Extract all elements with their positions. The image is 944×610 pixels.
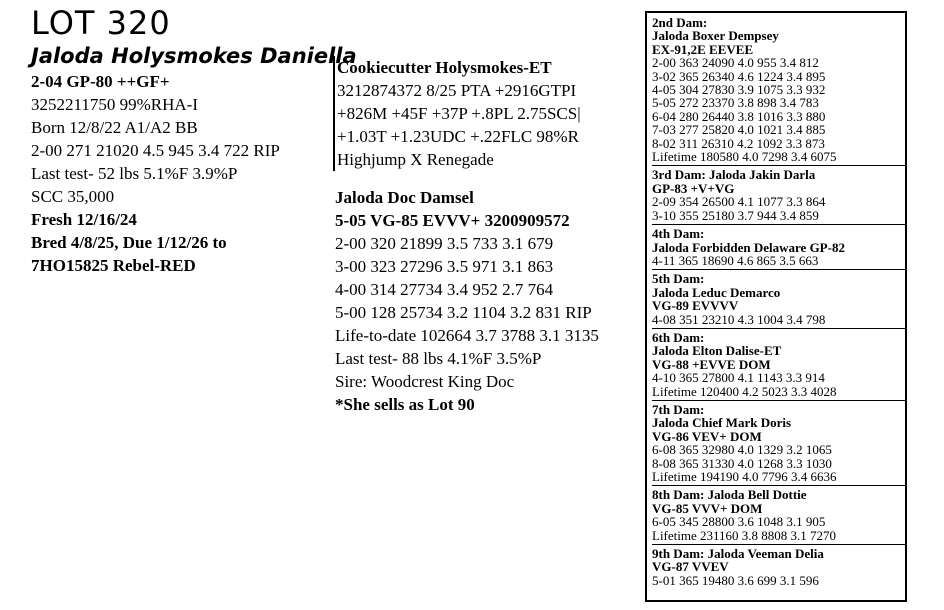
pedigree-line: Jaloda Leduc Demarco xyxy=(652,284,781,300)
pedigree-line: 4-11 365 18690 4.6 865 3.5 663 xyxy=(652,252,819,268)
pedigree-line: 6-05 345 28800 3.6 1048 3.1 905 xyxy=(652,514,826,530)
sire-line: +826M +45F +37P +.8PL 2.75SCS| xyxy=(337,104,581,123)
dam-line: Sire: Woodcrest King Doc xyxy=(335,372,515,391)
pedigree-dam-block xyxy=(652,227,905,270)
pedigree-line: 4th Dam: xyxy=(652,226,705,242)
pedigree-line: 2-09 354 26500 4.1 1077 3.3 864 xyxy=(652,194,826,210)
pedigree-line: 2-00 363 24090 4.0 955 3.4 812 xyxy=(652,55,819,71)
pedigree-dam-block xyxy=(652,403,905,486)
pedigree-line: 8th Dam: Jaloda Bell Dottie xyxy=(652,487,807,503)
cow-info xyxy=(31,70,331,277)
sire-line: 3212874372 8/25 PTA +2916GTPI xyxy=(337,81,577,100)
dam-line: 4-00 314 27734 3.4 952 2.7 764 xyxy=(335,280,554,299)
pedigree-line: 7-03 277 25820 4.0 1021 3.4 885 xyxy=(652,122,826,138)
pedigree-line: Lifetime 180580 4.0 7298 3.4 6075 xyxy=(652,149,837,165)
pedigree-dam-block xyxy=(652,547,905,589)
pedigree-dam-block xyxy=(652,331,905,401)
pedigree-line: 2nd Dam: xyxy=(652,15,708,30)
pedigree-line: GP-83 +V+VG xyxy=(652,180,735,196)
pedigree-dam-block xyxy=(652,168,905,225)
pedigree-line: 3rd Dam: Jaloda Jakin Darla xyxy=(652,167,816,183)
pedigree-line: VG-86 VEV+ DOM xyxy=(652,428,762,444)
dam-line: *She sells as Lot 90 xyxy=(335,395,475,414)
dam-line: Last test- 88 lbs 4.1%F 3.5%P xyxy=(335,349,542,368)
pedigree-line: 3-02 365 26340 4.6 1224 3.4 895 xyxy=(652,68,826,84)
pedigree-box xyxy=(645,11,907,602)
cow-name: Jaloda Holysmokes Daniella xyxy=(31,44,357,68)
pedigree-line: 9th Dam: Jaloda Veeman Delia xyxy=(652,546,824,562)
pedigree-line: 7th Dam: xyxy=(652,401,705,417)
pedigree-line: 8-08 365 31330 4.0 1268 3.3 1030 xyxy=(652,455,832,471)
pedigree-line: VG-89 EVVVV xyxy=(652,298,739,314)
pedigree-line: 4-10 365 27800 4.1 1143 3.3 914 xyxy=(652,370,825,386)
cow-line: 2-00 271 21020 4.5 945 3.4 722 RIP xyxy=(31,141,280,160)
cow-line: Fresh 12/16/24 xyxy=(31,210,137,229)
pedigree-line: Jaloda Boxer Dempsey xyxy=(652,28,779,44)
dam-info xyxy=(335,186,635,416)
pedigree-line: 3-10 355 25180 3.7 944 3.4 859 xyxy=(652,207,819,223)
pedigree-line: Jaloda Chief Mark Doris xyxy=(652,415,792,431)
sire-line: +1.03T +1.23UDC +.22FLC 98%R xyxy=(337,127,579,146)
pedigree-line: 4-08 351 23210 4.3 1004 3.4 798 xyxy=(652,311,826,327)
pedigree-line: 8-02 311 26310 4.2 1092 3.3 873 xyxy=(652,135,825,151)
cow-line: 2-04 GP-80 ++GF+ xyxy=(31,72,170,91)
dam-line: Jaloda Doc Damsel xyxy=(335,188,474,207)
cow-line: 7HO15825 Rebel-RED xyxy=(31,256,196,275)
pedigree-dam-block xyxy=(652,272,905,329)
dam-line: 2-00 320 21899 3.5 733 3.1 679 xyxy=(335,234,554,253)
sire-line: Cookiecutter Holysmokes-ET xyxy=(337,58,552,77)
lot-title: LOT 320 xyxy=(31,4,171,42)
pedigree-line: Jaloda Elton Dalise-ET xyxy=(652,343,782,359)
pedigree-line: 6th Dam: xyxy=(652,329,705,345)
pedigree-dam-block xyxy=(652,16,905,166)
cow-line: Born 12/8/22 A1/A2 BB xyxy=(31,118,198,137)
cow-line: Last test- 52 lbs 5.1%F 3.9%P xyxy=(31,164,238,183)
pedigree-line: 5th Dam: xyxy=(652,271,705,287)
pedigree-line: EX-91,2E EEVEE xyxy=(652,41,754,57)
pedigree-line: VG-88 +EVVE DOM xyxy=(652,356,771,372)
cow-line: Bred 4/8/25, Due 1/12/26 to xyxy=(31,233,227,252)
pedigree-line: Lifetime 120400 4.2 5023 3.3 4028 xyxy=(652,383,837,399)
cow-line: 3252211750 99%RHA-I xyxy=(31,95,198,114)
sire-line: Highjump X Renegade xyxy=(337,150,494,169)
pedigree-line: 5-05 272 23370 3.8 898 3.4 783 xyxy=(652,95,819,111)
pedigree-line: VG-87 VVEV xyxy=(652,559,729,575)
dam-line: Life-to-date 102664 3.7 3788 3.1 3135 xyxy=(335,326,599,345)
dam-line: 3-00 323 27296 3.5 971 3.1 863 xyxy=(335,257,554,276)
sire-info xyxy=(333,56,637,171)
pedigree-dam-block xyxy=(652,488,905,545)
pedigree-line: 5-01 365 19480 3.6 699 3.1 596 xyxy=(652,572,819,588)
dam-line: 5-00 128 25734 3.2 1104 3.2 831 RIP xyxy=(335,303,592,322)
pedigree-line: Jaloda Forbidden Delaware GP-82 xyxy=(652,239,845,255)
cow-line: SCC 35,000 xyxy=(31,187,115,206)
dam-line: 5-05 VG-85 EVVV+ 3200909572 xyxy=(335,211,570,230)
pedigree-line: Lifetime 194190 4.0 7796 3.4 6636 xyxy=(652,469,837,484)
pedigree-line: 4-05 304 27830 3.9 1075 3.3 932 xyxy=(652,82,826,98)
pedigree-line: VG-85 VVV+ DOM xyxy=(652,500,763,516)
pedigree-line: 6-04 280 26440 3.8 1016 3.3 880 xyxy=(652,108,826,124)
pedigree-line: Lifetime 231160 3.8 8808 3.1 7270 xyxy=(652,527,837,543)
pedigree-line: 6-08 365 32980 4.0 1329 3.2 1065 xyxy=(652,442,832,458)
